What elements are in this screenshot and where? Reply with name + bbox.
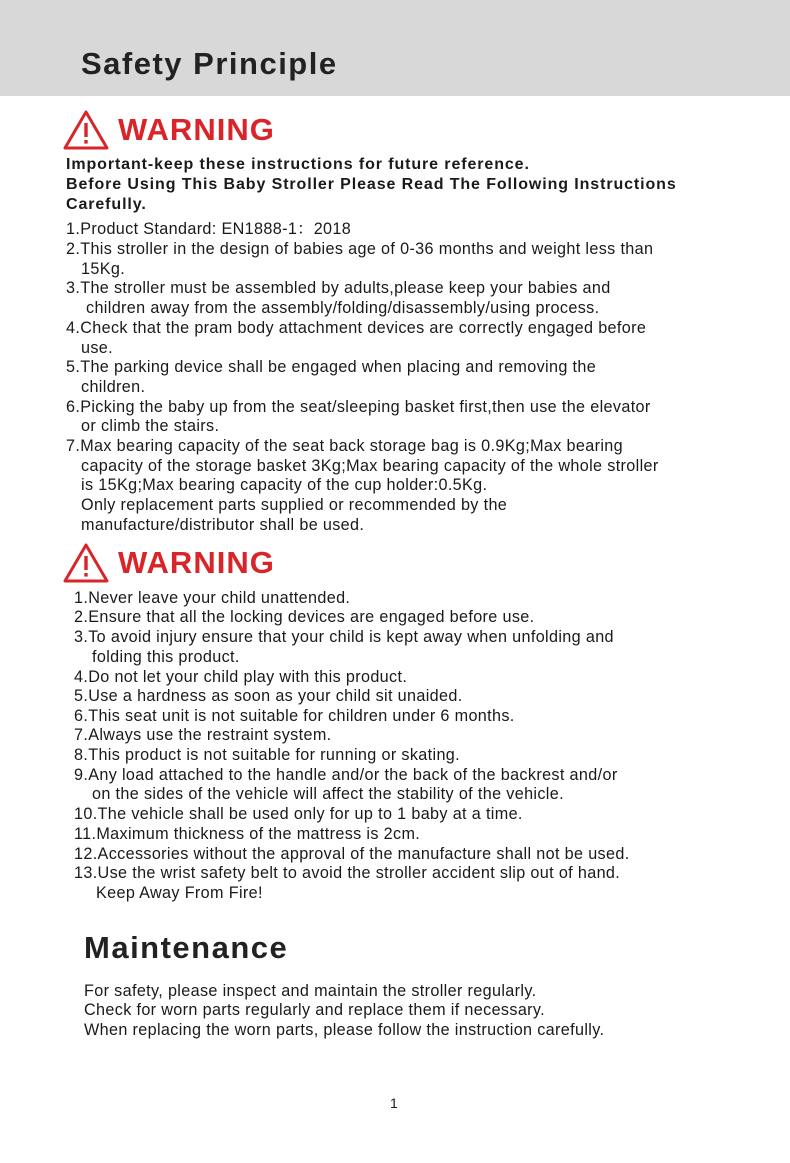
list-item: 4.Check that the pram body attachment devices are correctly engaged before xyxy=(66,319,647,337)
warning-triangle-icon xyxy=(62,542,110,584)
warning-label: WARNING xyxy=(118,545,275,580)
list-item: 7.Max bearing capacity of the seat back storage bag is 0.9Kg;Max bearing xyxy=(66,437,623,455)
list-item-continuation: children. xyxy=(81,378,146,396)
list-item-continuation: or climb the stairs. xyxy=(81,417,220,435)
warning-heading xyxy=(62,541,275,585)
list-item-continuation: Only replacement parts supplied or recommended by the xyxy=(81,496,508,514)
list-item-continuation: is 15Kg;Max bearing capacity of the cup holder:0.5Kg. xyxy=(81,476,488,494)
list-item-continuation: manufacture/distributor shall be used. xyxy=(81,516,365,534)
list-item: 13.Use the wrist safety belt to avoid the stroller accident slip out of hand. xyxy=(74,864,621,882)
page-number: 1 xyxy=(390,1095,398,1111)
list-item-continuation: on the sides of the vehicle will affect the stability of the vehicle. xyxy=(92,785,564,803)
list-item-continuation: folding this product. xyxy=(92,648,240,666)
maintenance-line: For safety, please inspect and maintain the stroller regularly. xyxy=(84,982,537,1000)
list-item: 6.This seat unit is not suitable for children under 6 months. xyxy=(74,707,515,725)
list-item: 6.Picking the baby up from the seat/sleeping basket first,then use the elevator xyxy=(66,398,651,416)
list-item: 11.Maximum thickness of the mattress is 2cm. xyxy=(74,825,421,843)
list-item: 10.The vehicle shall be used only for up to 1 baby at a time. xyxy=(74,805,523,823)
list-item: 8.This product is not suitable for running or skating. xyxy=(74,746,461,764)
warning-label: WARNING xyxy=(118,112,275,147)
list-item: 4.Do not let your child play with this product. xyxy=(74,668,408,686)
maintenance-title: Maintenance xyxy=(84,930,289,965)
list-item: 12.Accessories without the approval of the manufacture shall not be used. xyxy=(74,845,630,863)
list-item-continuation: Keep Away From Fire! xyxy=(96,884,263,902)
list-item-continuation: 15Kg. xyxy=(81,260,126,278)
list-item: 3.To avoid injury ensure that your child is kept away when unfolding and xyxy=(74,628,614,646)
list-item: 7.Always use the restraint system. xyxy=(74,726,332,744)
intro-line: Carefully. xyxy=(66,196,147,213)
list-item: 5.Use a hardness as soon as your child sit unaided. xyxy=(74,687,463,705)
list-item: 9.Any load attached to the handle and/or the back of the backrest and/or xyxy=(74,766,618,784)
list-item: 2.Ensure that all the locking devices are engaged before use. xyxy=(74,608,535,626)
intro-line: Important-keep these instructions for future reference. xyxy=(66,156,530,173)
warning-triangle-icon xyxy=(62,109,110,151)
warning-heading xyxy=(62,108,275,152)
page-title: Safety Principle xyxy=(81,46,338,81)
maintenance-line: When replacing the worn parts, please follow the instruction carefully. xyxy=(84,1021,605,1039)
list-item: 3.The stroller must be assembled by adults,please keep your babies and xyxy=(66,279,611,297)
list-item-continuation: capacity of the storage basket 3Kg;Max bearing capacity of the whole stroller xyxy=(81,457,659,475)
list-item: 1.Product Standard: EN1888-1：2018 xyxy=(66,220,352,238)
list-item-continuation: children away from the assembly/folding/disassembly/using process. xyxy=(86,299,600,317)
intro-line: Before Using This Baby Stroller Please Read The Following Instructions xyxy=(66,176,677,193)
list-item: 1.Never leave your child unattended. xyxy=(74,589,351,607)
list-item-continuation: use. xyxy=(81,339,113,357)
list-item: 2.This stroller in the design of babies age of 0-36 months and weight less than xyxy=(66,240,654,258)
maintenance-line: Check for worn parts regularly and replace them if necessary. xyxy=(84,1001,546,1019)
list-item: 5.The parking device shall be engaged when placing and removing the xyxy=(66,358,597,376)
header-band xyxy=(0,0,790,96)
